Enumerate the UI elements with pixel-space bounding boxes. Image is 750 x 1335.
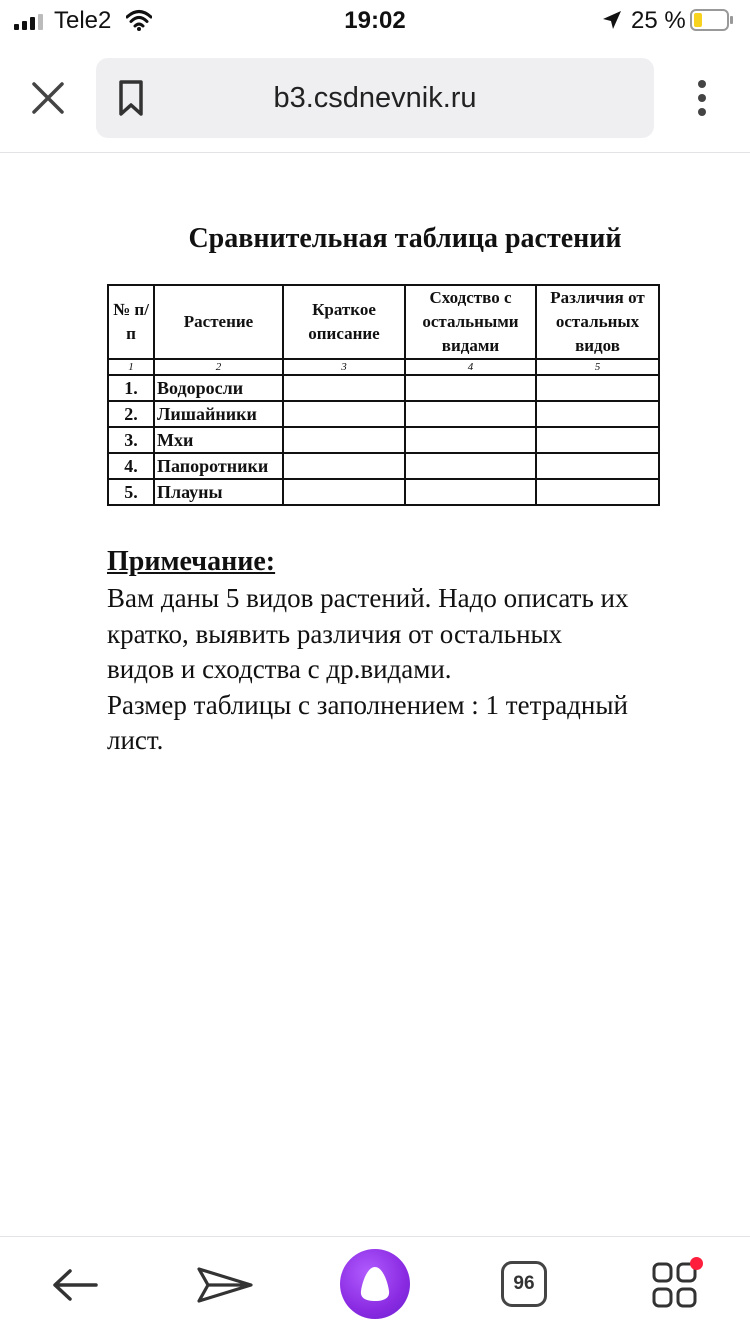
notification-badge xyxy=(690,1257,703,1270)
alice-icon xyxy=(340,1249,410,1319)
carrier-name: Tele2 xyxy=(54,7,112,34)
note-text xyxy=(107,581,707,759)
column-number: 2 xyxy=(154,359,283,375)
plant-name: Мхи xyxy=(154,427,283,453)
note-line: видов и сходства с др.видами. xyxy=(107,654,452,684)
alice-assistant-button[interactable] xyxy=(340,1249,410,1319)
note-heading: Примечание: xyxy=(107,546,276,577)
table-header-row xyxy=(108,285,659,359)
tabs-icon[interactable]: 96 xyxy=(501,1261,547,1307)
table-row xyxy=(108,427,659,453)
browser-toolbar xyxy=(0,42,750,153)
row-number: 2. xyxy=(108,401,154,427)
differences-cell xyxy=(536,453,659,479)
table-row xyxy=(108,375,659,401)
row-number: 3. xyxy=(108,427,154,453)
header-differences: Различия от остальных видов xyxy=(536,285,659,359)
similarity-cell xyxy=(405,453,536,479)
battery-icon xyxy=(690,9,734,31)
similarity-cell xyxy=(405,401,536,427)
table-row xyxy=(108,453,659,479)
header-plant: Растение xyxy=(154,285,283,359)
note-line: кратко, выявить различия от остальных xyxy=(107,618,563,649)
header-number: № п/п xyxy=(108,285,154,359)
differences-cell xyxy=(536,401,659,427)
description-cell xyxy=(283,375,405,401)
differences-cell xyxy=(536,375,659,401)
more-icon[interactable] xyxy=(690,78,714,118)
status-bar xyxy=(0,0,750,42)
note-line: Вам даны 5 видов растений. Надо описать их xyxy=(107,583,629,613)
share-icon[interactable] xyxy=(196,1261,254,1309)
plant-name: Водоросли xyxy=(154,375,283,401)
row-number: 5. xyxy=(108,479,154,505)
similarity-cell xyxy=(405,427,536,453)
column-number: 4 xyxy=(405,359,536,375)
plant-name: Лишайники xyxy=(154,401,283,427)
comparison-table xyxy=(107,284,660,506)
column-number: 1 xyxy=(108,359,154,375)
table-row xyxy=(108,479,659,505)
note-line: лист. xyxy=(107,725,164,755)
description-cell xyxy=(283,453,405,479)
description-cell xyxy=(283,479,405,505)
column-number-row xyxy=(108,359,659,375)
description-cell xyxy=(283,401,405,427)
plant-name: Плауны xyxy=(154,479,283,505)
table-row xyxy=(108,401,659,427)
description-cell xyxy=(283,427,405,453)
header-similarity: Сходство с остальными видами xyxy=(405,285,536,359)
row-number: 4. xyxy=(108,453,154,479)
clock: 19:02 xyxy=(344,7,406,34)
bottom-toolbar xyxy=(0,1236,750,1335)
document-title: Сравнительная таблица растений xyxy=(188,223,622,254)
back-arrow-icon[interactable] xyxy=(50,1265,100,1305)
close-icon[interactable] xyxy=(28,78,68,118)
column-number: 5 xyxy=(536,359,659,375)
header-description: Краткое описание xyxy=(283,285,405,359)
similarity-cell xyxy=(405,375,536,401)
differences-cell xyxy=(536,479,659,505)
note-line: Размер таблицы с заполнением : 1 тетрадный xyxy=(107,689,628,720)
differences-cell xyxy=(536,427,659,453)
column-number: 3 xyxy=(283,359,405,375)
battery-percent: 25 % xyxy=(631,7,686,34)
similarity-cell xyxy=(405,479,536,505)
plant-name: Папоротники xyxy=(154,453,283,479)
row-number: 1. xyxy=(108,375,154,401)
address-bar[interactable] xyxy=(96,58,654,138)
location-icon xyxy=(602,10,622,30)
url-text[interactable]: b3.csdnevnik.ru xyxy=(273,82,477,114)
